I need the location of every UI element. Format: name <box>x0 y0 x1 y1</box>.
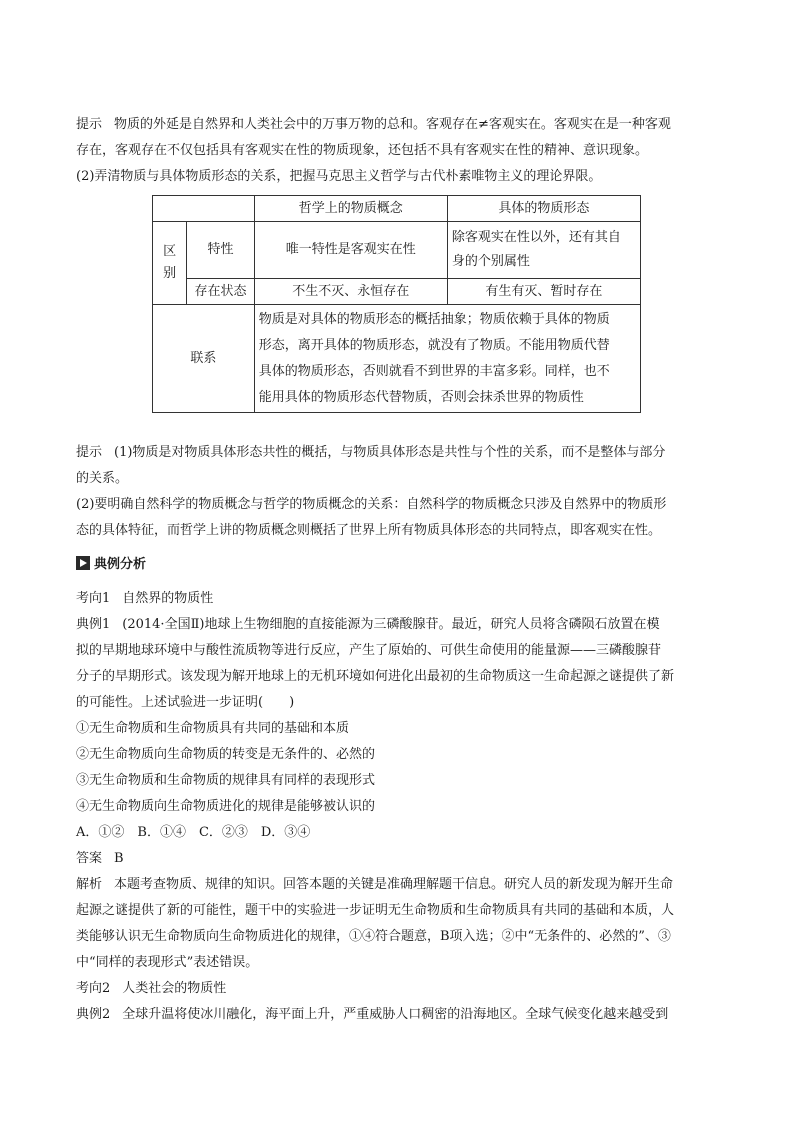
connection-line4: 能用具体的物质形态代替物质，否则会抹杀世界的物质性 <box>258 389 584 405</box>
row-label-feature: 特性 <box>187 222 254 279</box>
connection-line3: 具体的物质形态，否则就看不到世界的丰富多彩。同样，也不 <box>258 363 610 379</box>
example2-text: 全球升温将使冰川融化，海平面上升，严重威胁人口稠密的沿海地区。全球气候变化越来越受到 <box>122 1007 669 1022</box>
section-heading-text: 典例分析 <box>94 557 147 572</box>
option-1: ①无生命物质和生命物质具有共同的基础和本质 <box>76 721 350 736</box>
analysis-label: 解析 <box>76 877 103 892</box>
tip1-text: 物质的外延是自然界和人类社会中的万事万物的总和。客观存在≠客观实在。客观实在是一种客观 <box>114 117 671 132</box>
example1-line2: 拟的早期地球环境中与酸性流质物等进行反应，产生了原始的、可供生命使用的能量源——三磷酸腺苷 <box>76 643 662 658</box>
direction2-title: 人类社会的物质性 <box>122 981 227 996</box>
feature-concrete-line2: 身的个别属性 <box>451 254 530 269</box>
choices: A．①② B．①④ C．②③ D．③④ <box>76 825 311 840</box>
analysis-line2: 起源之谜提供了新的可能性，题干中的实验进一步证明无生命物质和生命物质具有共同的基础和本质，人 <box>76 903 675 918</box>
tip2-line3: (2)要明确自然科学的物质概念与哲学的物质概念的关系：自然科学的物质概念只涉及自然界中的物质形 <box>76 497 667 512</box>
connection-line2: 形态，离开具体的物质形态，就没有了物质。不能用物质代替 <box>258 337 610 353</box>
state-concrete: 有生有灭、暂时存在 <box>447 279 640 305</box>
example1-label: 典例1 <box>76 617 111 632</box>
option-2: ②无生命物质向生命物质的转变是无条件的、必然的 <box>76 747 376 762</box>
tip2-text: (1)物质是对物质具体形态共性的概括，与物质具体形态是共性与个性的关系，而不是整体与部分 <box>114 445 666 460</box>
direction1 <box>76 591 726 607</box>
connection-line1: 物质是对具体的物质形态的概括抽象；物质依赖于具体的物质 <box>258 311 610 327</box>
direction2 <box>76 981 726 997</box>
option-3: ③无生命物质和生命物质的规律具有同样的表现形式 <box>76 773 376 788</box>
example2-label: 典例2 <box>76 1007 111 1022</box>
answer <box>76 851 726 867</box>
analysis-line3: 类能够认识无生命物质向生命物质进化的规律，①④符合题意，B项入选；②中“无条件的、必然的”、③ <box>76 929 671 944</box>
example2-line1 <box>76 1007 726 1023</box>
tip2-line2: 的关系。 <box>76 471 129 486</box>
analysis-line1 <box>76 877 726 893</box>
feature-philosophy: 唯一特性是客观实在性 <box>254 222 447 279</box>
table-corner-cell <box>153 196 255 222</box>
group-label-part1: 区 <box>163 244 177 259</box>
analysis-text: 本题考查物质、规律的知识。回答本题的关键是准确理解题干信息。研究人员的新发现为解开生命 <box>114 877 674 892</box>
header-philosophy: 哲学上的物质概念 <box>254 196 447 222</box>
play-icon <box>76 556 90 570</box>
header-concrete: 具体的物质形态 <box>447 196 640 222</box>
example1-text: (2014·全国Ⅱ)地球上生物细胞的直接能源为三磷酸腺苷。最近，研究人员将含磷陨石放置在模 <box>122 617 660 632</box>
tip1-line2: 存在，客观存在不仅包括具有客观实在性的物质现象，还包括不具有客观实在性的精神、意识现象。 <box>76 143 649 158</box>
example1-line3: 分子的早期形式。该发现为解开地球上的无机环境如何进化出最初的生命物质这一生命起源之谜提供了新 <box>76 669 675 684</box>
tip-label: 提示 <box>76 117 103 132</box>
tip1-line1 <box>76 117 726 133</box>
row-label-state: 存在状态 <box>187 279 254 305</box>
direction1-title: 自然界的物质性 <box>122 591 214 606</box>
point2-intro: (2)弄清物质与具体物质形态的关系，把握马克思主义哲学与古代朴素唯物主义的理论界限。 <box>76 169 602 184</box>
direction2-label: 考向2 <box>76 981 111 996</box>
feature-concrete <box>447 222 640 279</box>
example1-line4: 的可能性。上述试验进一步证明( ) <box>76 695 295 710</box>
section-heading <box>76 556 146 573</box>
connection-text <box>254 305 640 413</box>
tip2-line1 <box>76 445 726 461</box>
direction1-label: 考向1 <box>76 591 111 606</box>
tip2-line4: 态的具体特征，而哲学上讲的物质概念则概括了世界上所有物质具体形态的共同特点，即客观实在性。 <box>76 523 662 538</box>
state-philosophy: 不生不灭、永恒存在 <box>254 279 447 305</box>
difference-group-label <box>153 222 187 305</box>
comparison-table <box>152 195 641 413</box>
connection-label: 联系 <box>153 305 255 413</box>
tip-label: 提示 <box>76 445 103 460</box>
feature-concrete-line1: 除客观实在性以外，还有其自 <box>451 230 621 245</box>
group-label-part2: 别 <box>163 266 177 281</box>
analysis-line4: 中“同样的表现形式”表述错误。 <box>76 955 259 970</box>
answer-label: 答案 <box>76 851 103 866</box>
answer-value: B <box>114 851 124 866</box>
example1-line1 <box>76 617 726 633</box>
option-4: ④无生命物质向生命物质进化的规律是能够被认识的 <box>76 799 376 814</box>
